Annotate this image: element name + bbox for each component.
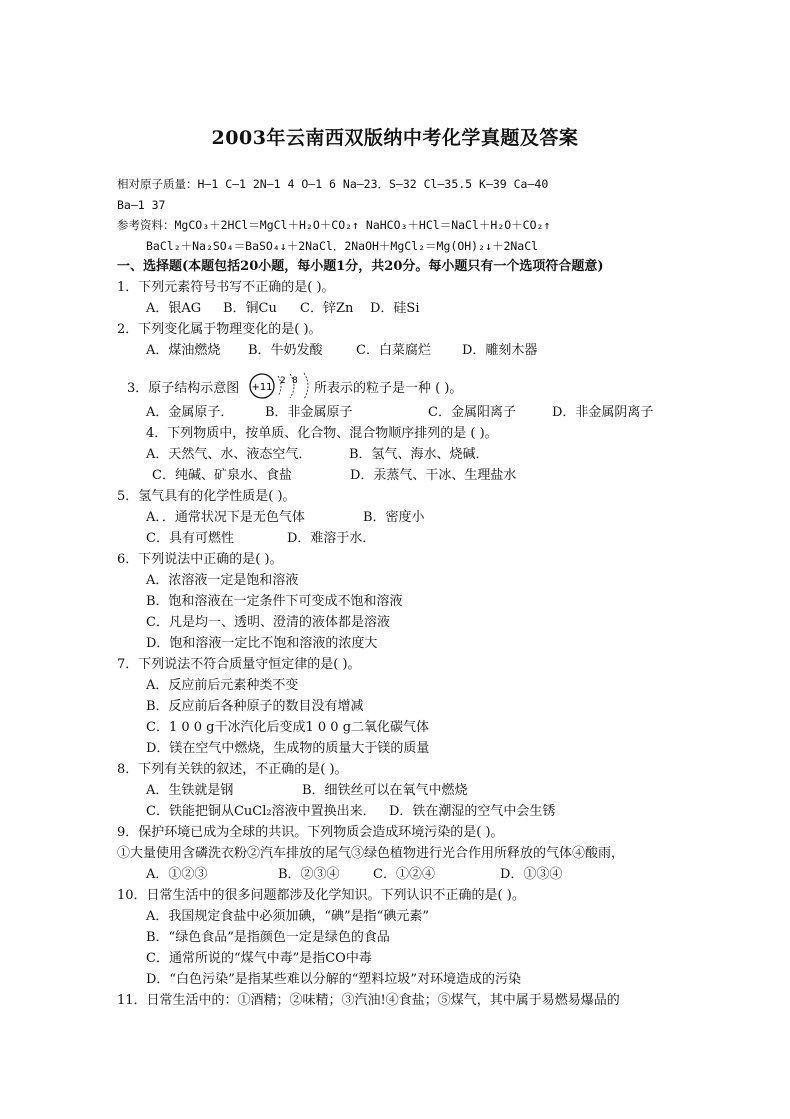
question-3-stem-pre: 3．原子结构示意图: [127, 381, 240, 396]
question-2-stem: 2．下列变化属于物理变化的是( )。: [117, 322, 322, 337]
question-10-option-b: B．“绿色食品”是指颜色一定是绿色的食品: [146, 930, 390, 945]
question-3-stem-post: 所表示的粒子是一种 ( )。: [314, 381, 463, 396]
shell-1-label: 2: [280, 376, 286, 386]
question-7-option-b: B．反应前后各种原子的数目没有增减: [146, 699, 364, 714]
question-10-option-a: A．我国规定食盐中必须加碘，“碘”是指“碘元素”: [146, 909, 429, 924]
question-4-option-c: C．纯碱、矿泉水、食盐: [152, 468, 292, 483]
question-7-option-a: A．反应前后元素种类不变: [146, 678, 299, 693]
question-4-option-d: D．汞蒸气、干冰、生理盐水: [350, 468, 517, 483]
question-1-stem: 1．下列元素符号书写不正确的是( )。: [117, 280, 335, 295]
question-6-option-d: D．饱和溶液一定比不饱和溶液的浓度大: [146, 636, 378, 651]
shell-2-label: 8: [292, 376, 298, 386]
atomic-mass-line-cont: Ba—1 37: [117, 198, 166, 212]
question-8-stem: 8．下列有关铁的叙述，不正确的是( )。: [117, 762, 348, 777]
question-5-stem: 5．氢气具有的化学性质是( )。: [117, 489, 296, 504]
question-2-option-b: B．牛奶发酸: [248, 343, 323, 358]
question-1-option-c: C．锌Zn: [300, 301, 354, 316]
atom-structure-diagram: [249, 372, 319, 400]
question-6-option-c: C．凡是均一、透明、澄清的液体都是溶液: [146, 615, 390, 630]
question-1-option-d: D．硅Si: [370, 301, 420, 316]
question-5-option-c: C．具有可燃性: [146, 531, 234, 546]
question-9-option-c: C．①②④: [373, 867, 435, 882]
reference-line-2: BaCl₂＋Na₂SO₄＝BaSO₄↓＋2NaCl．2NaOH＋MgCl₂＝Mg(OH)₂↓＋2NaCl: [146, 239, 539, 253]
question-3-option-b: B．非金属原子: [265, 405, 353, 420]
question-8-option-a: A．生铁就是钢: [146, 783, 234, 798]
reference-line-1: 参考资料：MgCO₃＋2HCl＝MgCl＋H₂O＋CO₂↑ NaHCO₃＋HCl＝NaCl＋H₂O＋CO₂↑: [117, 218, 551, 232]
question-4-stem: 4．下列物质中，按单质、化合物、混合物顺序排列的是 ( )。: [146, 426, 498, 441]
question-9-stem: 9．保护环境已成为全球的共识。下列物质会造成环境污染的是( )。: [117, 825, 504, 840]
question-5-option-a: A．．通常状况下是无色气体: [146, 510, 305, 525]
question-9-items: ①大量使用含磷洗衣粉②汽车排放的尾气③绿色植物进行光合作用所释放的气体④酸雨，: [117, 846, 625, 861]
question-7-option-c: C．1 0 0 g干冰汽化后变成1 0 0 g二氧化碳气体: [146, 720, 430, 735]
question-2-option-c: C．白菜腐烂: [356, 343, 431, 358]
question-2-option-a: A．煤油燃烧: [146, 343, 221, 358]
question-3-option-c: C．金属阳离子: [428, 405, 516, 420]
nucleus-label: +11: [251, 382, 273, 393]
question-9-option-d: D．①③④: [500, 867, 563, 882]
question-7-option-d: D．镁在空气中燃烧，生成物的质量大于镁的质量: [146, 741, 430, 756]
atomic-mass-line: 相对原子质量：H—1 C—1 2N—1 4 O—1 6 Na—23．S—32 Cl—35.5 K—39 Ca—40: [117, 177, 549, 191]
question-3-option-a: A．金属原子．: [146, 405, 234, 420]
question-2-option-d: D．雕刻木器: [462, 343, 538, 358]
question-7-stem: 7．下列说法不符合质量守恒定律的是( )。: [117, 657, 361, 672]
question-10-option-c: C．通常所说的“煤气中毒”是指CO中毒: [146, 951, 372, 966]
question-10-option-d: D．“白色污染”是指某些难以分解的“塑料垃圾”对环境造成的污染: [146, 972, 522, 987]
question-8-option-d: D．铁在潮湿的空气中会生锈: [389, 804, 556, 819]
question-6-option-a: A．浓溶液一定是饱和溶液: [146, 573, 299, 588]
question-6-option-b: B．饱和溶液在一定条件下可变成不饱和溶液: [146, 594, 403, 609]
question-5-option-d: D．难溶于水．: [287, 531, 376, 546]
question-1-option-b: B．铜Cu: [223, 301, 277, 316]
question-4-option-a: A．天然气、水、液态空气．: [146, 447, 312, 462]
question-11-stem: 11．日常生活中的：①酒精；②味精；③汽油!④食盐；⑤煤气，其中属于易燃易爆品的: [117, 993, 620, 1008]
question-8-option-c: C．铁能把铜从CuCl₂溶液中置换出来．: [146, 804, 376, 819]
section-heading: 一、选择题(本题包括20小题，每小题1分，共20分。每小题只有一个选项符合题意): [117, 259, 604, 274]
question-9-option-a: A．①②③: [146, 867, 208, 882]
question-10-stem: 10．日常生活中的很多问题都涉及化学知识。下列认识不正确的是( )。: [117, 888, 525, 903]
question-8-option-b: B．细铁丝可以在氧气中燃烧: [302, 783, 468, 798]
question-9-option-b: B．②③④: [278, 867, 340, 882]
document-title: 2003年云南西双版纳中考化学真题及答案: [211, 127, 579, 149]
question-4-option-b: B．氢气、海水、烧碱．: [349, 447, 489, 462]
question-6-stem: 6．下列说法中正确的是( )。: [117, 552, 283, 567]
question-1-option-a: A．银AG: [146, 301, 202, 316]
question-3-option-d: D．非金属阴离子: [552, 405, 654, 420]
question-5-option-b: B．密度小: [363, 510, 425, 525]
